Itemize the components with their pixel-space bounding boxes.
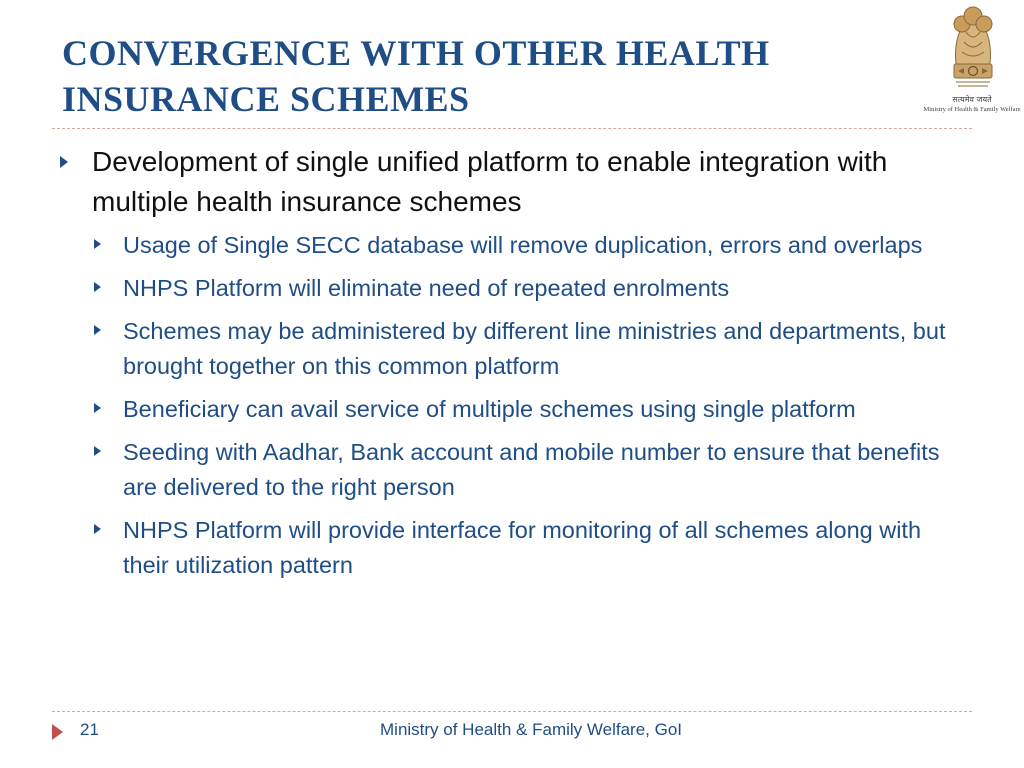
sub-bullet-text: NHPS Platform will provide interface for monitoring of all schemes along with their utilization pattern (123, 517, 922, 578)
bullet-arrow-icon (94, 524, 101, 534)
bullet-arrow-icon (60, 156, 68, 168)
sub-bullet-2 (92, 271, 960, 306)
footer-triangle-icon (52, 724, 63, 740)
main-bullet (60, 142, 960, 222)
sub-bullet-4 (92, 392, 960, 427)
emblem-motto: सत्यमेव जयते (952, 95, 992, 104)
sub-bullet-1 (92, 228, 960, 263)
sub-bullet-6 (92, 513, 960, 583)
main-bullet-text: Development of single unified platform to enable integration with multiple health insurance schemes (92, 146, 888, 217)
slide-title (62, 30, 922, 122)
sub-bullet-text: Usage of Single SECC database will remove duplication, errors and overlaps (123, 232, 923, 258)
sub-bullet-text: Beneficiary can avail service of multiple schemes using single platform (123, 396, 856, 422)
footer-text: Ministry of Health & Family Welfare, GoI (380, 720, 682, 739)
bullet-arrow-icon (94, 239, 101, 249)
sub-bullet-text: Seeding with Aadhar, Bank account and mobile number to ensure that benefits are delivered to the right person (123, 439, 940, 500)
slide-title-line-1: CONVERGENCE WITH OTHER HEALTH (62, 33, 770, 73)
emblem-icon (920, 2, 1024, 94)
title-divider (52, 128, 972, 129)
bullet-arrow-icon (94, 325, 101, 335)
national-emblem (920, 2, 1024, 120)
page-number: 21 (80, 720, 99, 739)
sub-bullet-text: NHPS Platform will eliminate need of repeated enrolments (123, 275, 730, 301)
slide-body (60, 142, 960, 591)
sub-bullet-text: Schemes may be administered by different line ministries and departments, but brought together on this common platform (123, 318, 946, 379)
sub-bullet-list (92, 228, 960, 583)
sub-bullet-3 (92, 314, 960, 384)
bullet-arrow-icon (94, 446, 101, 456)
sub-bullet-5 (92, 435, 960, 505)
emblem-ministry-label: Ministry of Health & Family Welfare (923, 106, 1021, 113)
bullet-arrow-icon (94, 403, 101, 413)
bullet-arrow-icon (94, 282, 101, 292)
slide-title-line-2: INSURANCE SCHEMES (62, 79, 470, 119)
footer-divider (52, 711, 972, 712)
